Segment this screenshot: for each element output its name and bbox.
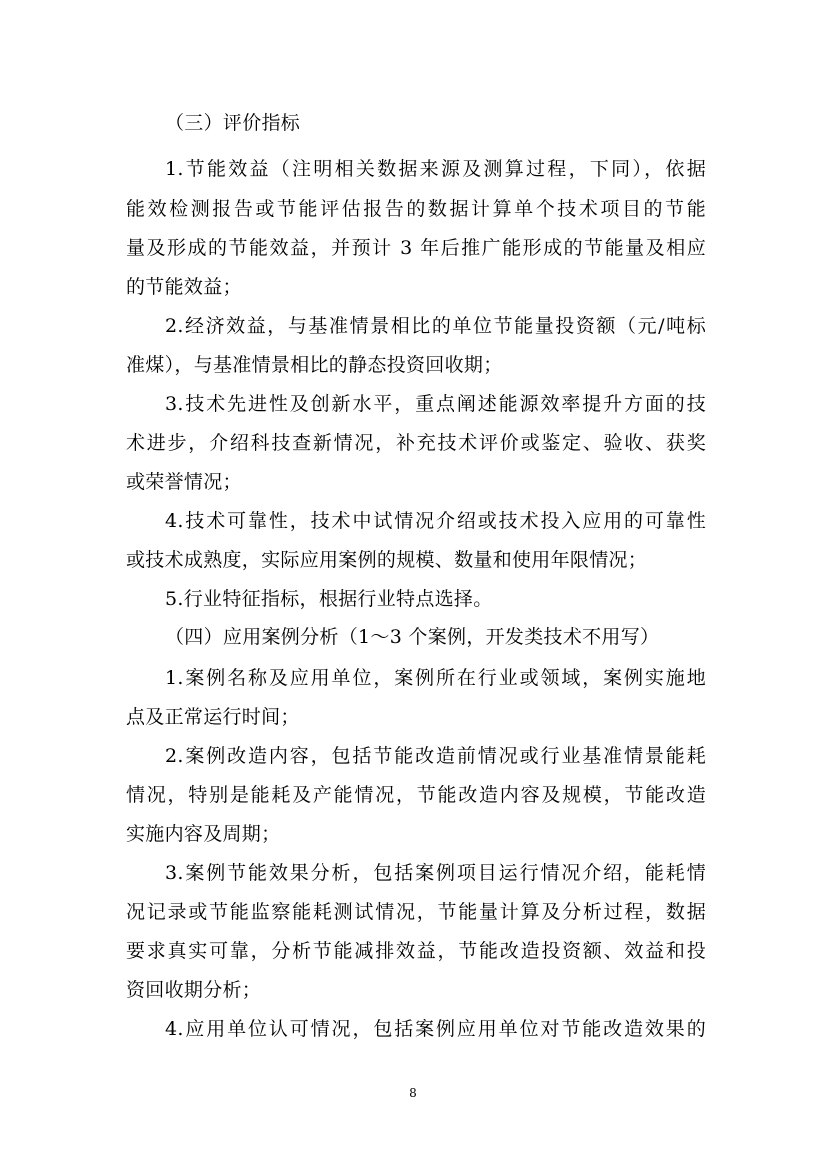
paragraph-line: 点及正常运行时间； bbox=[126, 706, 300, 728]
page-number: 8 bbox=[409, 1086, 417, 1100]
paragraph-line: 3.技术先进性及创新水平，重点阐述能源效率提升方面的技 bbox=[165, 393, 706, 415]
paragraph-line: 准煤），与基准情景相比的静态投资回收期； bbox=[126, 354, 503, 376]
paragraph-line: 要求真实可靠，分析节能减排效益，节能改造投资额、效益和投 bbox=[126, 940, 706, 962]
paragraph-line: 实施内容及周期； bbox=[126, 823, 281, 845]
paragraph-line: 4.应用单位认可情况，包括案例应用单位对节能改造效果的 bbox=[165, 1018, 706, 1040]
paragraph-line: 的节能效益； bbox=[126, 276, 242, 298]
paragraph-line: 4.技术可靠性，技术中试情况介绍或技术投入应用的可靠性 bbox=[165, 510, 706, 532]
paragraph-line: 术进步，介绍科技查新情况，补充技术评价或鉴定、验收、获奖 bbox=[126, 432, 706, 454]
section-heading-evaluation: （三）评价指标 bbox=[165, 112, 301, 134]
paragraph-line: 量及形成的节能效益，并预计 3 年后推广能形成的节能量及相应 bbox=[126, 237, 706, 259]
paragraph-line: 况记录或节能监察能耗测试情况，节能量计算及分析过程，数据 bbox=[126, 901, 706, 923]
paragraph-line: 或荣誉情况； bbox=[126, 471, 242, 493]
paragraph-line: 2.经济效益，与基准情景相比的单位节能量投资额（元/吨标 bbox=[165, 315, 706, 337]
paragraph-line: 或技术成熟度，实际应用案例的规模、数量和使用年限情况； bbox=[126, 549, 648, 571]
paragraph-line: 资回收期分析； bbox=[126, 979, 262, 1001]
paragraph-line: 5.行业特征指标，根据行业特点选择。 bbox=[165, 588, 493, 610]
paragraph-line: 3.案例节能效果分析，包括案例项目运行情况介绍，能耗情 bbox=[165, 862, 706, 884]
paragraph-line: 情况，特别是能耗及产能情况，节能改造内容及规模，节能改造 bbox=[126, 784, 706, 806]
paragraph-line: 2.案例改造内容，包括节能改造前情况或行业基准情景能耗 bbox=[165, 745, 706, 767]
section-heading-cases: （四）应用案例分析（1～3 个案例，开发类技术不用写） bbox=[165, 626, 660, 648]
paragraph-line: 1.节能效益（注明相关数据来源及测算过程，下同），依据 bbox=[165, 158, 706, 180]
paragraph-line: 能效检测报告或节能评估报告的数据计算单个技术项目的节能 bbox=[126, 198, 706, 220]
paragraph-line: 1.案例名称及应用单位，案例所在行业或领域，案例实施地 bbox=[165, 667, 706, 689]
